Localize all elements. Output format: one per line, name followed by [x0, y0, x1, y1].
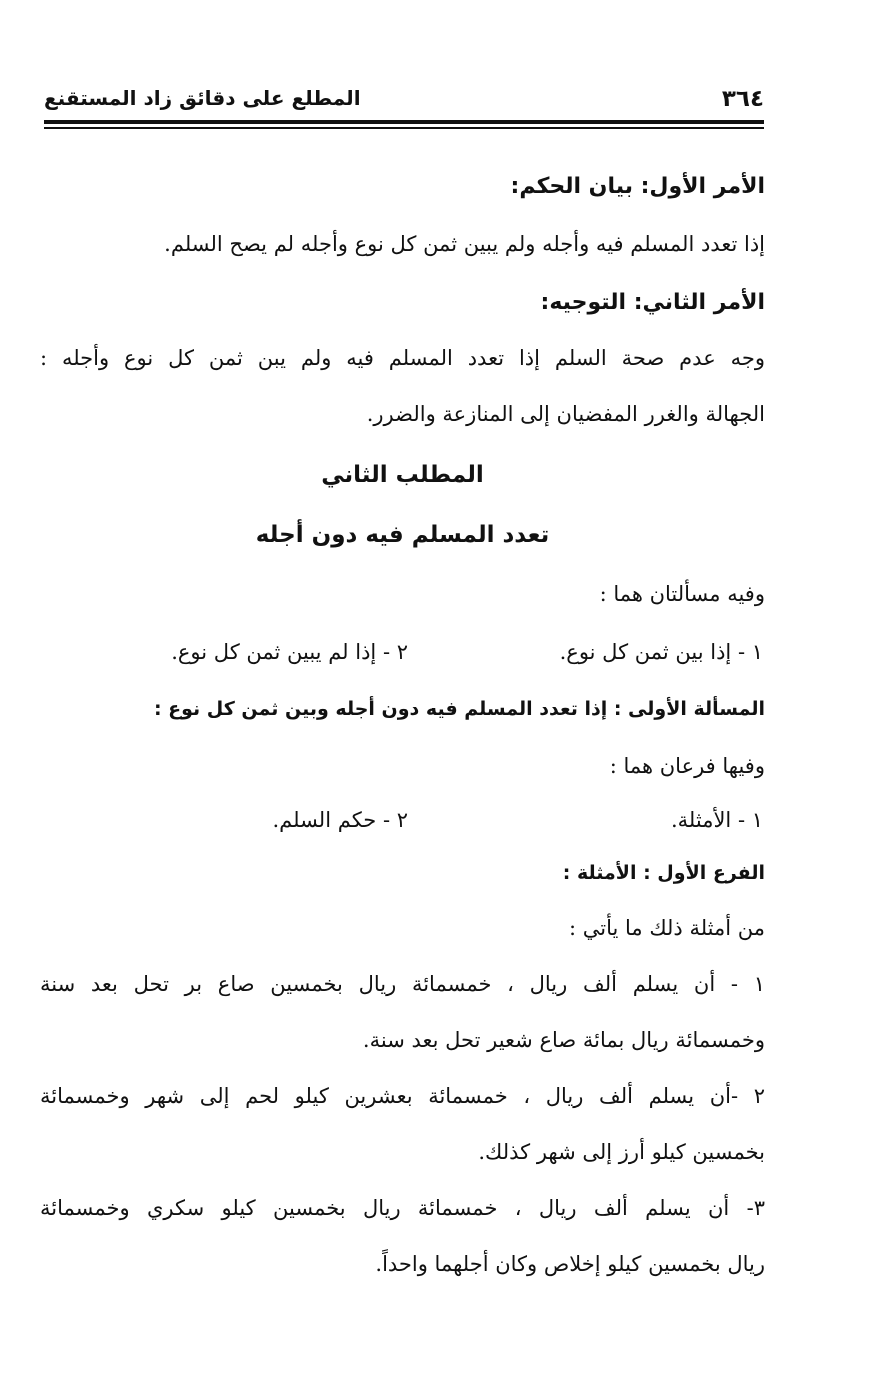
- section-title: المطلب الثاني: [321, 462, 484, 488]
- first-matter-text: إذا تعدد المسلم فيه وأجله ولم يبين ثمن كل نوع وأجله لم يصح السلم.: [164, 232, 765, 256]
- header-rule-thin: [44, 127, 764, 129]
- examples-intro: من أمثلة ذلك ما يأتي :: [568, 916, 765, 940]
- first-issue-heading: المسألة الأولى : إذا تعدد المسلم فيه دون أجله وبين ثمن كل نوع :: [153, 698, 765, 720]
- section-subtitle: تعدد المسلم فيه دون أجله: [255, 522, 550, 548]
- branch-item-2: ٢ - حكم السلم.: [272, 808, 408, 832]
- issue-item-2: ٢ - إذا لم يبين ثمن كل نوع.: [171, 640, 408, 664]
- first-matter-heading: الأمر الأول: بيان الحكم:: [510, 174, 765, 199]
- example-3-line-2: ريال بخمسين كيلو إخلاص وكان أجلهما واحداً.: [375, 1252, 765, 1276]
- second-matter-line-1: وجه عدم صحة السلم إذا تعدد المسلم فيه ولم يبن ثمن كل نوع وأجله :: [40, 346, 765, 370]
- example-2-line-1: ٢ -أن يسلم ألف ريال ، خمسمائة بعشرين كيلو لحم إلى شهر وخمسمائة: [40, 1084, 765, 1108]
- example-1-line-2: وخمسمائة ريال بمائة صاع شعير تحل بعد سنة.: [362, 1028, 765, 1052]
- example-3-line-1: ٣- أن يسلم ألف ريال ، خمسمائة ريال بخمسين كيلو سكري وخمسمائة: [40, 1196, 765, 1220]
- first-branch-heading: الفرع الأول : الأمثلة :: [562, 862, 765, 884]
- issues-intro: وفيه مسألتان هما :: [599, 582, 765, 606]
- running-title: المطلع على دقائق زاد المستقنع: [44, 86, 361, 110]
- page-number: ٣٦٤: [721, 86, 764, 112]
- example-2-line-2: بخمسين كيلو أرز إلى شهر كذلك.: [478, 1140, 765, 1164]
- second-matter-heading: الأمر الثاني: التوجيه:: [540, 290, 765, 315]
- example-1-line-1: ١ - أن يسلم ألف ريال ، خمسمائة ريال بخمسين صاع بر تحل بعد سنة: [40, 972, 765, 996]
- branch-item-1: ١ - الأمثلة.: [670, 808, 763, 832]
- header-rule-thick: [44, 120, 764, 124]
- issue-item-1: ١ - إذا بين ثمن كل نوع.: [559, 640, 763, 664]
- branches-intro: وفيها فرعان هما :: [609, 754, 765, 778]
- page-header: [44, 86, 764, 116]
- second-matter-line-2: الجهالة والغرر المفضيان إلى المنازعة والضرر.: [366, 402, 765, 426]
